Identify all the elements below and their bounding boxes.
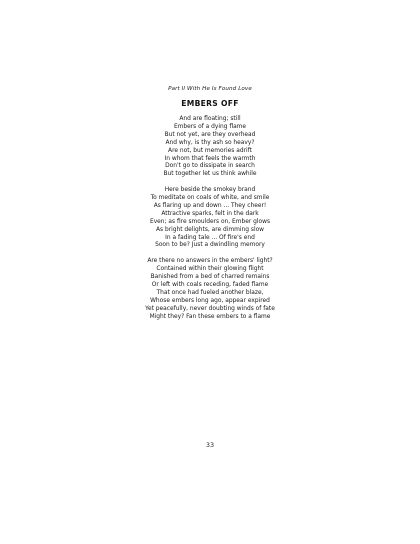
poem-line: But together let us think awhile <box>163 171 257 178</box>
poem-line: Here beside the smokey brand <box>164 187 256 194</box>
poem-line: And why, is thy ash so heavy? <box>165 139 255 146</box>
poem-line: Soon to be? Just a dwindling memory <box>155 242 265 249</box>
poem-line: Banished from a bed of charred remains <box>150 274 270 281</box>
poem-line: Contained within their glowing flight <box>156 266 264 273</box>
stanza-3 <box>0 258 420 321</box>
poem-line: Even; as fire smoulders on, Ember glows <box>149 218 271 225</box>
poem-line: Are not, but memories adrift <box>168 147 252 154</box>
poem-line: In whom that feels the warmth <box>164 155 256 162</box>
poem-line: Or left with coals receding, faded flame <box>151 282 269 288</box>
poem-line: But not yet, are they overhead <box>164 131 256 138</box>
stanza-2 <box>0 187 420 250</box>
stanza-1 <box>0 116 420 179</box>
poem-line: Are there no answers in the embers' light? <box>147 258 273 265</box>
poem-line: To meditate on coals of white, and smile <box>150 195 270 202</box>
poem-title: EMBERS OFF <box>181 99 239 108</box>
poem-line: And are floating; still <box>179 116 241 122</box>
page-number: 33 <box>205 441 215 449</box>
poem-line: Embers of a dying flame <box>173 123 247 130</box>
poem-line: That once had fueled another blaze, <box>156 289 264 296</box>
poem-line: In a fading tale ... Of fire's end <box>165 234 255 241</box>
poem-line: As bright delights, are dimming slow <box>155 226 265 233</box>
poem-line: Might they? Fan these embers to a flame <box>149 313 271 320</box>
poem-body <box>0 116 420 329</box>
poem-line: Whose embers long ago, appear expired <box>150 297 270 304</box>
running-header: Part II With He Is Found Love <box>168 86 252 92</box>
poem-line: Don't go to dissipate in search <box>165 163 255 170</box>
poem-line: Attractive sparks, felt in the dark <box>161 210 259 217</box>
poem-line: As flaring up and down ... They cheer! <box>153 202 267 209</box>
poem-line: Yet peacefully, never doubting winds of fate <box>145 305 275 312</box>
